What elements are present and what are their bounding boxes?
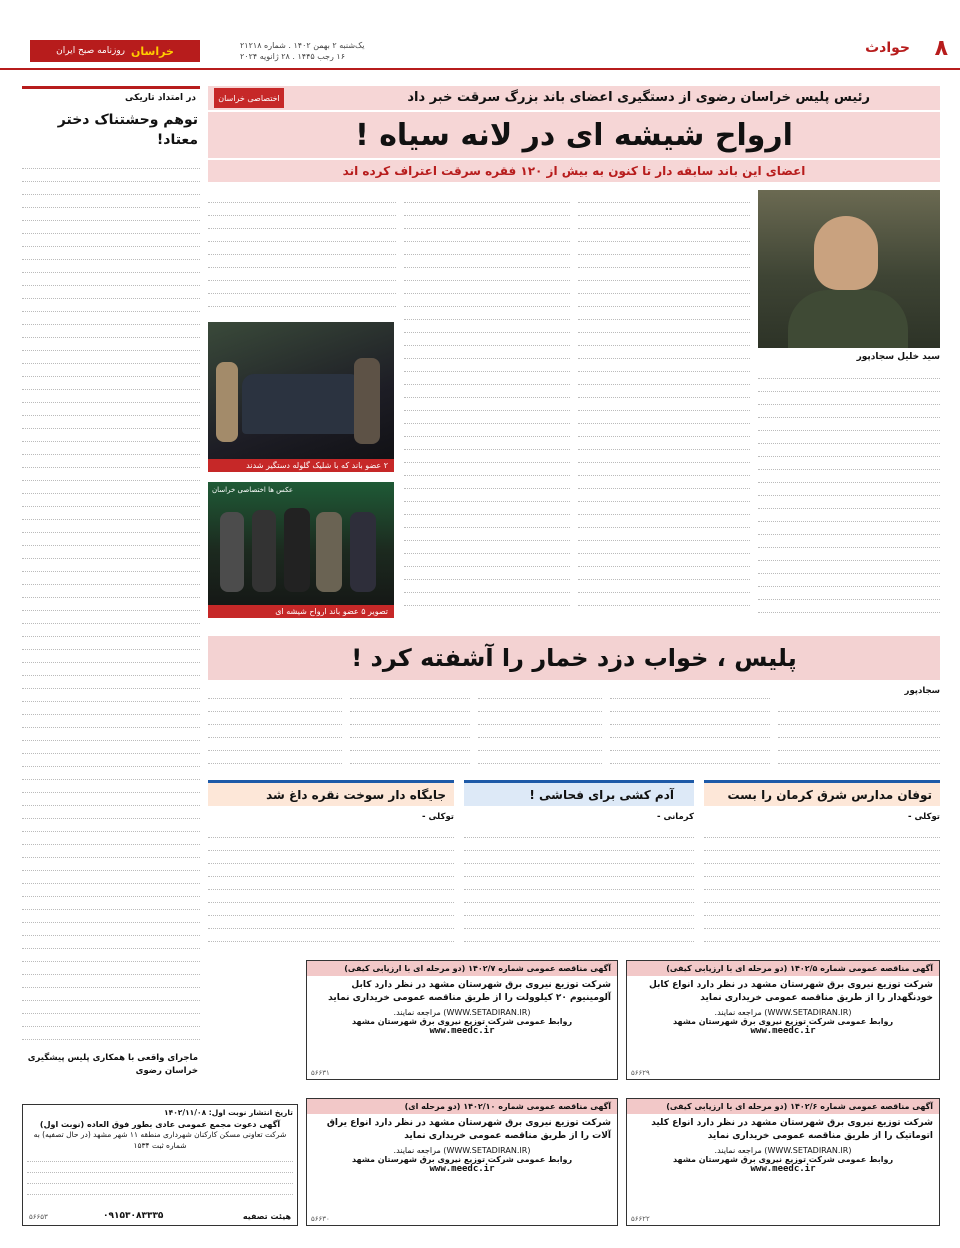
ad-3-url[interactable]: www.meedc.ir [750,1164,816,1174]
notice-code: ۵۶۶۵۳ [29,1213,48,1221]
photo2-label: عکس ها اختصاصی خراسان [212,486,294,494]
brand-logo [30,40,200,62]
brief-1 [704,780,940,950]
tender-ad-1 [626,960,940,1080]
lead-kicker-bar [208,86,940,110]
page-header [0,0,960,70]
brief-3-title: جایگاه دار سوخت نقره داغ شد [266,788,446,802]
ad-3-title: شرکت توزیع نیروی برق شهرستان مشهد در نظر دارد انواع کلید اتوماتیک را از طریق مناقصه عمومی خریداری نماید [651,1118,933,1141]
ad-2-foot: روابط عمومی شرکت توزیع نیروی برق شهرستان مشهد [351,1017,573,1026]
ad-4-code: ۵۶۶۳۰ [311,1215,330,1223]
notice-title: آگهی دعوت مجمع عمومی عادی بطور فوق العاده (نوبت اول) [39,1120,281,1129]
notice-subtitle: شرکت تعاونی مسکن کارکنان شهرداری منطقه ۱۱ شهر مشهد (در حال تصفیه) به شماره ثبت ۱۵۳۴ [33,1130,287,1150]
brief-1-lead: توکلی - [907,812,940,822]
tender-ad-2 [306,960,618,1080]
ad-1-url[interactable]: www.meedc.ir [750,1026,816,1036]
side-footer: ماجرای واقعی با همکاری پلیس پیشگیری خراسان رضوی [27,1053,198,1076]
second-author: سجادپور [904,686,940,696]
ad-1-title: شرکت توزیع نیروی برق شهرستان مشهد در نظر دارد انواع کابل خودنگهدار را از طریق مناقصه عمومی خریداری نماید [648,980,933,1003]
ad-3-code: ۵۶۶۲۲ [631,1215,650,1223]
ad-4-url[interactable]: www.meedc.ir [429,1164,495,1174]
notice-phone: ۰۹۱۵۳۰۸۳۳۳۵ [103,1211,164,1221]
portrait-caption: سید خلیل سجادپور [856,352,940,362]
photo2-caption: تصویر ۵ عضو باند ارواح شیشه ای [208,605,394,618]
lead-body-col3 [208,190,396,316]
issue-info [240,40,364,62]
photo1-caption: ۲ عضو باند که با شلیک گلوله دستگیر شدند [208,459,394,472]
brief-1-title: توفان مدارس شرق کرمان را بست [727,788,932,802]
cooperative-notice [22,1104,298,1226]
tender-ad-4 [306,1098,618,1226]
ad-4-title: شرکت توزیع نیروی برق شهرستان مشهد در نظر دارد انواع یراق آلات را از طریق مناقصه عمومی خریداری نماید [326,1118,611,1141]
ad-4-header: آگهی مناقصه عمومی شماره ۱۴۰۲/۱۰ (دو مرحله ای) [307,1099,617,1114]
brand-tagline: روزنامه صبح ایران [56,46,126,56]
lead-story [208,86,940,626]
lead-body-col2 [404,190,570,618]
brief-2 [464,780,694,950]
ad-2-title: شرکت توزیع نیروی برق شهرستان مشهد در نظر دارد کابل آلومینیوم ۲۰ کیلوولت را از طریق مناقصه عمومی خریداری نماید [328,980,611,1003]
side-column [22,86,200,1094]
tender-ad-3 [626,1098,940,1226]
section-title: حوادث [865,40,910,56]
exclusive-badge: اختصاصی خراسان [214,88,284,108]
notice-sign: هیئت تصفیه [242,1212,291,1221]
side-kicker: در امتداد تاریکی [125,93,196,103]
ad-1-foot: روابط عمومی شرکت توزیع نیروی برق شهرستان مشهد [672,1017,894,1026]
ad-2-header: آگهی مناقصه عمومی شماره ۱۴۰۲/۷ (دو مرحله ای با ارزیابی کیفی) [307,961,617,976]
ad-1-header: آگهی مناقصه عمومی شماره ۱۴۰۲/۵ (دو مرحله ای با ارزیابی کیفی) [627,961,939,976]
notice-date: تاریخ انتشار نوبت اول: ۱۴۰۲/۱۱/۰۸ [164,1108,293,1117]
second-headline: پلیس ، خواب دزد خمار را آشفته کرد ! [351,644,797,672]
page-number: ۸ [934,36,948,61]
lead-kicker: رئیس پلیس خراسان رضوی از دستگیری اعضای باند بزرگ سرقت خبر داد [407,90,870,105]
ad-3-header: آگهی مناقصه عمومی شماره ۱۴۰۲/۶ (دو مرحله ای با ارزیابی کیفی) [627,1099,939,1114]
brief-2-title: آدم کشی برای فحاشی ! [529,788,674,802]
ad-3-system: (WWW.SETADIRAN.IR) مراجعه نمایند. [714,1146,852,1155]
brief-3 [208,780,454,950]
ad-1-code: ۵۶۶۲۹ [631,1069,650,1077]
lead-subheadline: اعضای این باند سابقه دار تا کنون به بیش از ۱۲۰ فقره سرقت اعتراف کرده اند [342,164,806,178]
ad-2-system: (WWW.SETADIRAN.IR) مراجعه نمایند. [393,1008,531,1017]
issue-date-hijri: ۱۶ رجب ۱۴۴۵ . ۲۸ ژانویه ۲۰۲۴ [240,52,345,61]
side-title: توهم وحشتناک دختر معتاد! [57,112,198,148]
ad-1-system: (WWW.SETADIRAN.IR) مراجعه نمایند. [714,1008,852,1017]
ad-2-code: ۵۶۶۳۱ [311,1069,330,1077]
brief-2-lead: کرمانی - [657,812,694,822]
lead-body-col1 [578,190,750,618]
ad-3-foot: روابط عمومی شرکت توزیع نیروی برق شهرستان مشهد [672,1155,894,1164]
brand-name: خراسان [131,44,174,58]
brief-3-lead: توکلی - [421,812,454,822]
arrest-photo-2 [208,482,394,618]
ad-4-system: (WWW.SETADIRAN.IR) مراجعه نمایند. [393,1146,531,1155]
lead-headline: ارواح شیشه ای در لانه سیاه ! [355,117,793,153]
second-story [208,636,940,770]
arrest-photo-1 [208,322,394,472]
portrait-photo [758,190,940,348]
issue-date: یک‌شنبه ۲ بهمن ۱۴۰۲ . شماره ۲۱۲۱۸ [240,41,365,50]
side-body [22,156,200,1044]
ad-4-foot: روابط عمومی شرکت توزیع نیروی برق شهرستان مشهد [351,1155,573,1164]
ad-2-url[interactable]: www.meedc.ir [429,1026,495,1036]
